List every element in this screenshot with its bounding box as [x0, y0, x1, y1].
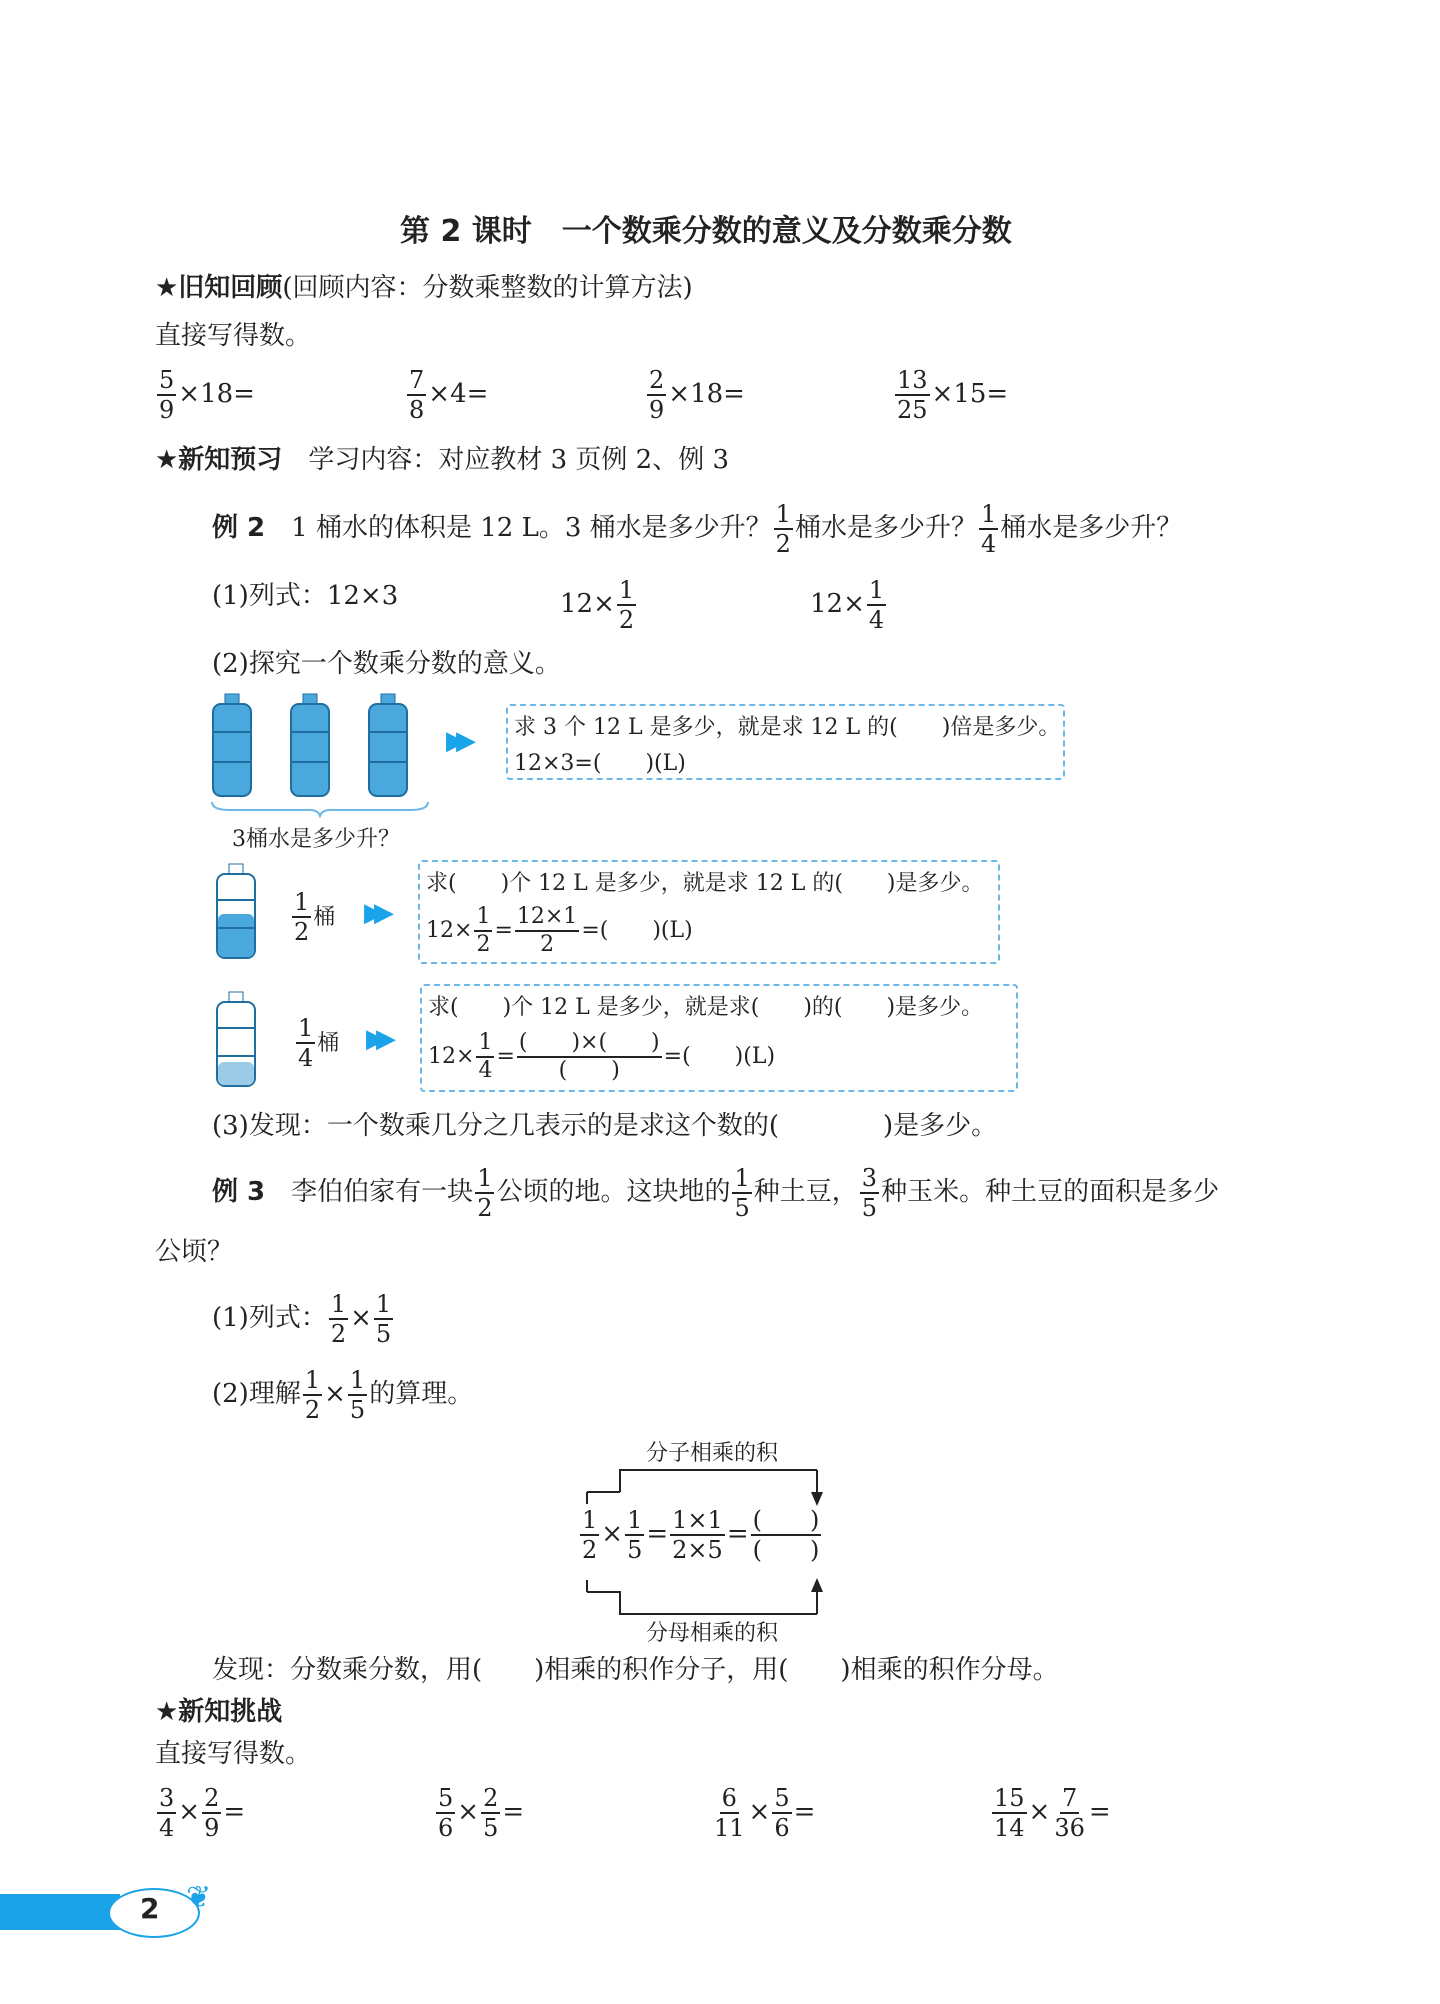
- review-section: [155, 270, 693, 306]
- half-bottle-icon: [212, 862, 262, 962]
- example2-step1-half: 12× $\frac{1}{2}$: [560, 576, 635, 634]
- example3-step2: (2)理解 $\frac{1}{2}$ × $\frac{1}{5}$ 的算理。: [212, 1366, 474, 1424]
- example2-label: 例 2: [212, 513, 266, 543]
- arrow-icon: ▶▶: [366, 1024, 386, 1054]
- challenge-item: $\frac{3}{4}$ × $\frac{2}{9}$ =: [159, 1784, 246, 1842]
- review-note: (回顾内容：分数乘整数的计算方法): [282, 273, 693, 303]
- example2-step2: (2)探究一个数乘分数的意义。: [212, 649, 561, 679]
- preview-heading: ★新知预习: [155, 445, 283, 475]
- review-item: $\frac{7}{8}$ ×4=: [409, 366, 489, 424]
- brace-icon: [210, 798, 430, 818]
- explore-box-1: 求 3 个 12 L 是多少，就是求 12 L 的( )倍是多少。 12×3=( )(L): [506, 704, 1065, 780]
- footer-bar: [0, 1894, 120, 1930]
- numerator-product-label: 分子相乘的积: [646, 1441, 779, 1466]
- challenge-item: $\frac{15}{14}$ × $\frac{7}{36}$ =: [994, 1784, 1111, 1842]
- preview-section: [155, 442, 729, 478]
- example3-step1: (1)列式： $\frac{1}{2}$ × $\frac{1}{5}$: [212, 1290, 392, 1348]
- half-bucket-label: $\frac{1}{2}$ 桶: [294, 888, 336, 946]
- arrow-icon: ▶▶: [364, 898, 384, 928]
- challenge-item: $\frac{5}{6}$ × $\frac{2}{5}$ =: [438, 1784, 525, 1842]
- arrow-icon: ▶▶: [446, 726, 466, 756]
- challenge-item: $\frac{6}{11}$ × $\frac{5}{6}$ =: [714, 1784, 816, 1842]
- example2-question: 例 2 1 桶水的体积是 12 L。3 桶水是多少升？ $\frac{1}{2}$ 桶水是多少升？ $\frac{1}{4}$ 桶水是多少升？: [212, 500, 1183, 558]
- review-item: $\frac{2}{9}$ ×18=: [649, 366, 745, 424]
- explore-box-2: 求( )个 12 L 是多少，就是求 12 L 的( )是多少。 12× $\frac{1}{2}$ = $\frac{12\times 1}{2}$ =( )(L): [418, 860, 1000, 964]
- water-bottle-icon: [208, 692, 428, 802]
- leaf-icon: ❦: [186, 1880, 212, 1915]
- example3-question-cont: 公顷？: [155, 1237, 234, 1267]
- explore-box-3: 求( )个 12 L 是多少，就是求( )的( )是多少。 12× $\frac{1}{4}$ = $\frac{( )\times( )}{( )}$ =( )(L): [420, 984, 1018, 1092]
- review-item: $\frac{5}{9}$ ×18=: [159, 366, 255, 424]
- challenge-instruction: 直接写得数。: [155, 1739, 312, 1769]
- review-item: $\frac{13}{25}$ ×15=: [897, 366, 1009, 424]
- page-title: 第 2 课时 一个数乘分数的意义及分数乘分数: [400, 214, 1012, 249]
- quarter-bucket-label: $\frac{1}{4}$ 桶: [298, 1014, 340, 1072]
- product-equation: $\frac{1}{2}$ × $\frac{1}{5}$ = $\frac{1\times 1}{2\times 5}$ = $\frac{( )}{( )}$: [582, 1506, 820, 1564]
- bottles-caption: 3桶水是多少升？: [232, 827, 400, 852]
- page-number: 2: [140, 1892, 160, 1925]
- example2-step1: (1)列式：12×3: [212, 581, 399, 611]
- challenge-heading: ★新知挑战: [155, 1697, 283, 1727]
- quarter-bottle-icon: [212, 990, 262, 1090]
- example3-finding: 发现：分数乘分数，用( )相乘的积作分子，用( )相乘的积作分母。: [212, 1655, 1059, 1685]
- example3-question: 例 3 李伯伯家有一块 $\frac{1}{2}$ 公顷的地。这块地的 $\frac{1}{5}$ 种土豆， $\frac{3}{5}$ 种玉米。种土豆的面积是多少: [212, 1164, 1220, 1222]
- example2-step1-quarter: 12× $\frac{1}{4}$: [810, 576, 885, 634]
- review-instruction: 直接写得数。: [155, 321, 312, 351]
- review-heading: ★旧知回顾: [155, 273, 283, 303]
- example2-step3: (3)发现：一个数乘几分之几表示的是求这个数的( )是多少。: [212, 1111, 998, 1141]
- preview-note: 学习内容：对应教材 3 页例 2、例 3: [308, 445, 730, 475]
- denominator-product-label: 分母相乘的积: [646, 1621, 779, 1646]
